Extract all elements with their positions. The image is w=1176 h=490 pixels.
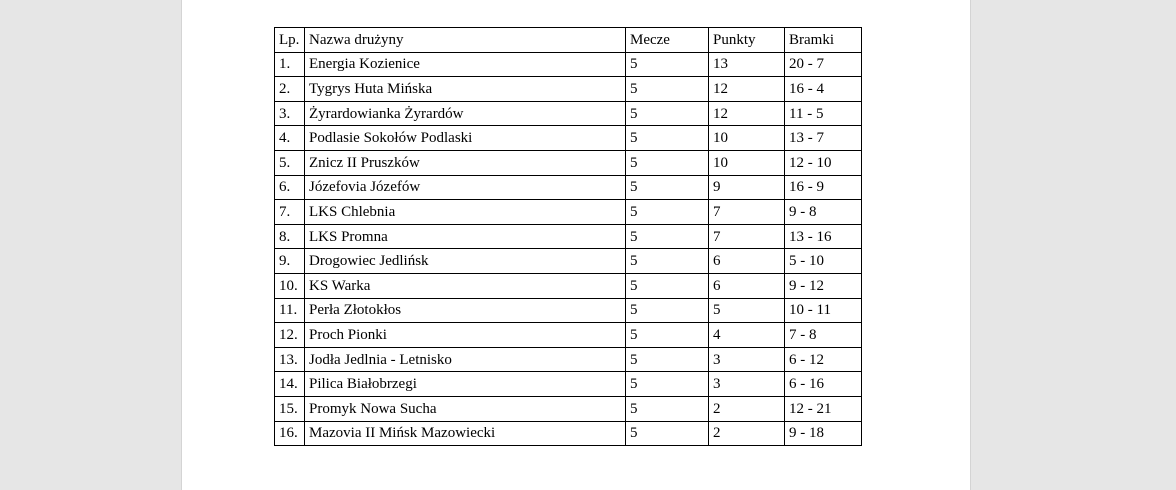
cell-matches: 5 bbox=[626, 101, 709, 126]
cell-lp: 9. bbox=[275, 249, 305, 274]
cell-lp: 14. bbox=[275, 372, 305, 397]
cell-points: 3 bbox=[709, 347, 785, 372]
header-lp: Lp. bbox=[275, 28, 305, 53]
cell-team-name: KS Warka bbox=[305, 273, 626, 298]
cell-points: 12 bbox=[709, 77, 785, 102]
cell-matches: 5 bbox=[626, 200, 709, 225]
table-row bbox=[275, 421, 862, 446]
cell-team-name: Tygrys Huta Mińska bbox=[305, 77, 626, 102]
cell-goals: 12 - 21 bbox=[785, 396, 862, 421]
cell-team-name: Mazovia II Mińsk Mazowiecki bbox=[305, 421, 626, 446]
cell-goals: 20 - 7 bbox=[785, 52, 862, 77]
cell-lp: 3. bbox=[275, 101, 305, 126]
cell-points: 6 bbox=[709, 273, 785, 298]
cell-goals: 13 - 16 bbox=[785, 224, 862, 249]
standings-table bbox=[274, 27, 862, 446]
cell-lp: 11. bbox=[275, 298, 305, 323]
cell-team-name: Perła Złotokłos bbox=[305, 298, 626, 323]
cell-team-name: Znicz II Pruszków bbox=[305, 150, 626, 175]
cell-goals: 16 - 4 bbox=[785, 77, 862, 102]
cell-points: 12 bbox=[709, 101, 785, 126]
cell-matches: 5 bbox=[626, 77, 709, 102]
table-row bbox=[275, 52, 862, 77]
cell-goals: 7 - 8 bbox=[785, 323, 862, 348]
table-row bbox=[275, 175, 862, 200]
cell-goals: 9 - 8 bbox=[785, 200, 862, 225]
table-row bbox=[275, 396, 862, 421]
table-row bbox=[275, 224, 862, 249]
cell-points: 7 bbox=[709, 224, 785, 249]
cell-goals: 10 - 11 bbox=[785, 298, 862, 323]
cell-lp: 13. bbox=[275, 347, 305, 372]
cell-points: 3 bbox=[709, 372, 785, 397]
table-row bbox=[275, 77, 862, 102]
cell-matches: 5 bbox=[626, 396, 709, 421]
cell-lp: 4. bbox=[275, 126, 305, 151]
cell-points: 9 bbox=[709, 175, 785, 200]
cell-lp: 1. bbox=[275, 52, 305, 77]
cell-matches: 5 bbox=[626, 150, 709, 175]
cell-team-name: Energia Kozienice bbox=[305, 52, 626, 77]
header-goals: Bramki bbox=[785, 28, 862, 53]
table-row bbox=[275, 372, 862, 397]
cell-goals: 16 - 9 bbox=[785, 175, 862, 200]
cell-goals: 11 - 5 bbox=[785, 101, 862, 126]
cell-matches: 5 bbox=[626, 52, 709, 77]
cell-matches: 5 bbox=[626, 126, 709, 151]
cell-matches: 5 bbox=[626, 273, 709, 298]
cell-goals: 9 - 12 bbox=[785, 273, 862, 298]
header-row bbox=[275, 28, 862, 53]
table-row bbox=[275, 273, 862, 298]
cell-points: 7 bbox=[709, 200, 785, 225]
cell-lp: 8. bbox=[275, 224, 305, 249]
cell-goals: 5 - 10 bbox=[785, 249, 862, 274]
cell-matches: 5 bbox=[626, 224, 709, 249]
cell-team-name: Jodła Jedlnia - Letnisko bbox=[305, 347, 626, 372]
cell-lp: 10. bbox=[275, 273, 305, 298]
cell-goals: 13 - 7 bbox=[785, 126, 862, 151]
cell-goals: 9 - 18 bbox=[785, 421, 862, 446]
cell-team-name: Józefovia Józefów bbox=[305, 175, 626, 200]
cell-matches: 5 bbox=[626, 249, 709, 274]
header-matches: Mecze bbox=[626, 28, 709, 53]
cell-team-name: Proch Pionki bbox=[305, 323, 626, 348]
table-row bbox=[275, 323, 862, 348]
cell-lp: 7. bbox=[275, 200, 305, 225]
table-row bbox=[275, 150, 862, 175]
header-team-name: Nazwa drużyny bbox=[305, 28, 626, 53]
cell-team-name: Podlasie Sokołów Podlaski bbox=[305, 126, 626, 151]
cell-matches: 5 bbox=[626, 298, 709, 323]
cell-lp: 16. bbox=[275, 421, 305, 446]
cell-team-name: Drogowiec Jedlińsk bbox=[305, 249, 626, 274]
table-row bbox=[275, 126, 862, 151]
cell-lp: 6. bbox=[275, 175, 305, 200]
cell-lp: 12. bbox=[275, 323, 305, 348]
cell-goals: 12 - 10 bbox=[785, 150, 862, 175]
table-row bbox=[275, 200, 862, 225]
cell-points: 10 bbox=[709, 150, 785, 175]
cell-points: 2 bbox=[709, 396, 785, 421]
cell-matches: 5 bbox=[626, 347, 709, 372]
cell-points: 4 bbox=[709, 323, 785, 348]
cell-points: 2 bbox=[709, 421, 785, 446]
table-row bbox=[275, 249, 862, 274]
cell-team-name: LKS Chlebnia bbox=[305, 200, 626, 225]
document-page bbox=[181, 0, 971, 490]
cell-lp: 15. bbox=[275, 396, 305, 421]
cell-matches: 5 bbox=[626, 421, 709, 446]
cell-lp: 5. bbox=[275, 150, 305, 175]
cell-matches: 5 bbox=[626, 175, 709, 200]
cell-points: 13 bbox=[709, 52, 785, 77]
cell-team-name: Promyk Nowa Sucha bbox=[305, 396, 626, 421]
cell-lp: 2. bbox=[275, 77, 305, 102]
header-points: Punkty bbox=[709, 28, 785, 53]
table-row bbox=[275, 101, 862, 126]
cell-points: 5 bbox=[709, 298, 785, 323]
cell-team-name: Pilica Białobrzegi bbox=[305, 372, 626, 397]
table-row bbox=[275, 347, 862, 372]
cell-team-name: Żyrardowianka Żyrardów bbox=[305, 101, 626, 126]
cell-team-name: LKS Promna bbox=[305, 224, 626, 249]
table-row bbox=[275, 298, 862, 323]
cell-goals: 6 - 12 bbox=[785, 347, 862, 372]
cell-matches: 5 bbox=[626, 323, 709, 348]
cell-goals: 6 - 16 bbox=[785, 372, 862, 397]
cell-points: 6 bbox=[709, 249, 785, 274]
cell-matches: 5 bbox=[626, 372, 709, 397]
cell-points: 10 bbox=[709, 126, 785, 151]
